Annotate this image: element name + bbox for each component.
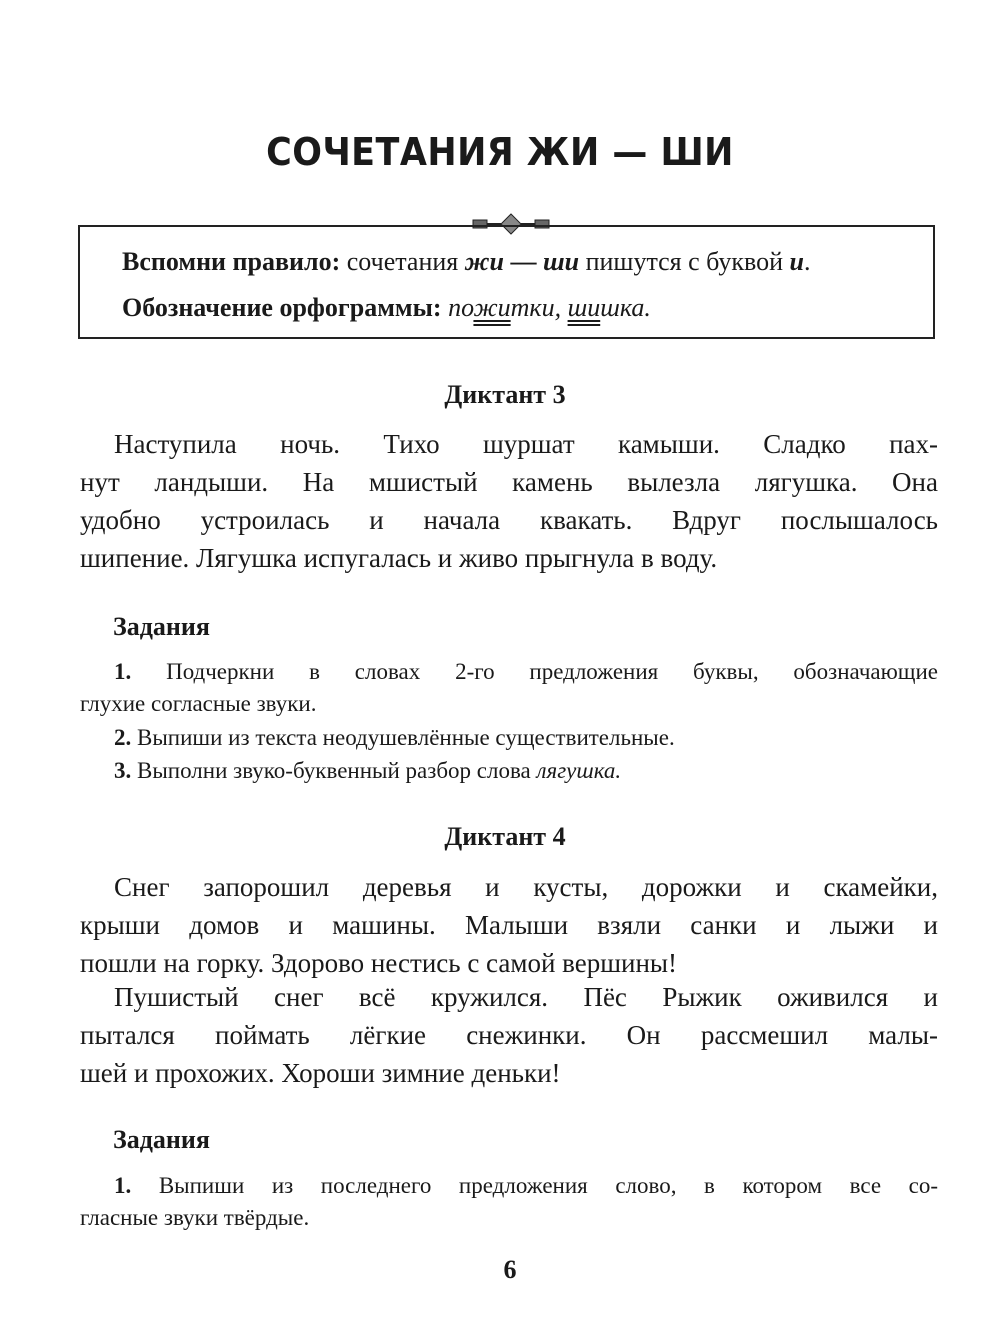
- page-number: 6: [503, 1255, 517, 1284]
- dictation-4-text-2: Пушистый снег всё кружился. Пёс Рыжик оживился и пытался поймать лёгкие снежинки. Он рассмешил малы- шей и прохожих. Хороши зимние деньки!: [80, 982, 938, 1088]
- task-item: 3. Выполни звуко-буквенный разбор слова лягушка.: [114, 758, 622, 783]
- tasks-title: Задания: [113, 1125, 210, 1154]
- notation-example-1: пожитки,: [448, 293, 562, 322]
- task-item: 2. Выпиши из текста неодушевлённые существительные.: [114, 725, 675, 750]
- remember-label: Вспомни правило:: [122, 247, 341, 276]
- dictation-4-heading: Диктант 4: [444, 822, 566, 851]
- dictation-3-text: Наступила ночь. Тихо шуршат камыши. Сладко пах- нут ландыши. На мшистый камень вылезла лягушка. Она удобно устроилась и начала квакать. Вдруг послышалось шипение. Лягушка испугалась и живо прыгнула в воду.: [80, 429, 938, 573]
- dictation-3-heading: Диктант 3: [444, 380, 566, 409]
- notation-label: Обозначение орфограммы:: [122, 293, 442, 322]
- dictation-4-text-1: Снег запорошил деревья и кусты, дорожки и скамейки, крыши домов и машины. Малыши взяли санки и лыжи и пошли на горку. Здорово нестись с самой вершины!: [80, 872, 938, 978]
- tasks-title: Задания: [113, 612, 210, 641]
- page-title: СОЧЕТАНИЯ ЖИ — ШИ: [266, 130, 734, 174]
- rule-line: Вспомни правило: сочетания жи — ши пишутся с буквой и.: [122, 247, 811, 276]
- rule-box: [78, 225, 935, 339]
- task-item: 1. Подчеркни в словах 2-го предложения буквы, обозначающие глухие согласные звуки.: [80, 659, 939, 716]
- notation-line: [122, 293, 651, 323]
- task-item: 1. Выпиши из последнего предложения слово, в котором все со- гласные звуки твёрдые.: [80, 1173, 938, 1230]
- notation-example-2: шишка.: [567, 293, 651, 322]
